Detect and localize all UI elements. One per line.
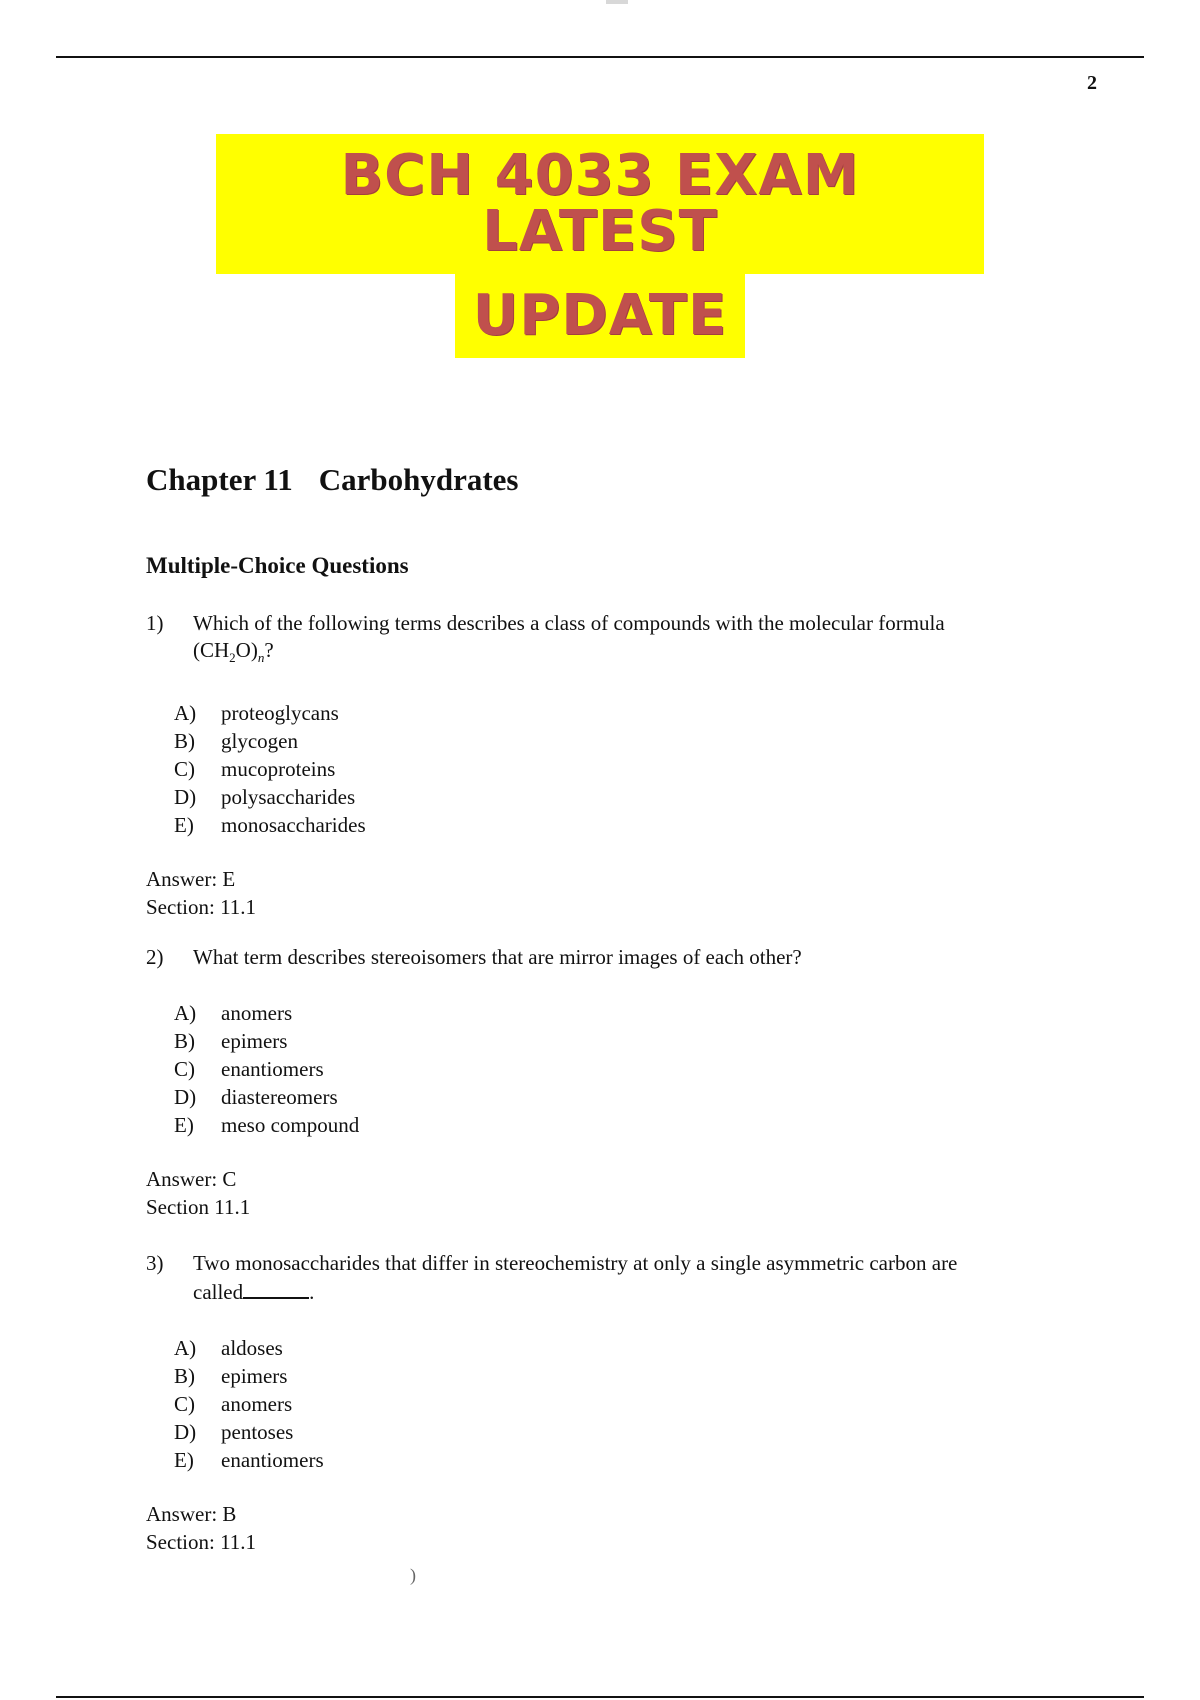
section-ref: Section 11.1 (146, 1195, 251, 1219)
choice-e: E) meso compound (174, 1113, 360, 1137)
answer: Answer: E (146, 867, 236, 892)
choice-b: B) epimers (174, 1364, 288, 1388)
chapter-name: Carbohydrates (318, 462, 519, 497)
choice-b: B) glycogen (174, 729, 298, 754)
top-edge-mark (606, 0, 628, 4)
choice-c: C) anomers (174, 1392, 293, 1416)
question-text (193, 610, 1086, 671)
choice-list (172, 1334, 1086, 1474)
chapter-heading (146, 462, 518, 498)
choice-list (172, 699, 1086, 839)
answer-block (146, 865, 1086, 921)
question-number: 1) (146, 611, 164, 635)
question-2 (146, 944, 1086, 1221)
top-rule (56, 56, 1144, 58)
choice-b: B) epimers (174, 1029, 288, 1053)
document-title (0, 134, 1200, 358)
choice-e: E) enantiomers (174, 1448, 324, 1472)
question-text: What term describes stereoisomers that are mirror images of each other? (193, 945, 802, 969)
choice-c: C) mucoproteins (174, 757, 336, 782)
choice-list (172, 999, 1086, 1139)
bottom-rule (56, 1696, 1144, 1698)
question-text: Two monosaccharides that differ in stereochemistry at only a single asymmetric carbon are called . (193, 1251, 958, 1304)
choice-c: C) enantiomers (174, 1057, 324, 1081)
choice-d: D) diastereomers (174, 1085, 338, 1109)
answer: Answer: B (146, 1502, 237, 1526)
question-number: 3) (146, 1251, 164, 1275)
answer-block (146, 1500, 1086, 1556)
stray-mark: ) (410, 1565, 416, 1585)
question-1 (146, 610, 1086, 921)
question-3 (146, 1250, 1086, 1556)
answer-block (146, 1165, 1086, 1221)
page-number: 2 (1087, 72, 1097, 94)
chapter-number: Chapter 11 (146, 462, 293, 497)
section-heading: Multiple-Choice Questions (146, 553, 409, 578)
fill-in-blank (243, 1277, 309, 1299)
choice-d: D) pentoses (174, 1420, 294, 1444)
choice-a: A) aldoses (174, 1336, 283, 1360)
question-text-main: Which of the following terms describes a class of compounds with the molecular formula (193, 611, 945, 635)
section-ref: Section: 11.1 (146, 895, 257, 920)
section-ref: Section: 11.1 (146, 1530, 257, 1554)
choice-a: A) anomers (174, 1001, 293, 1025)
choice-e: E) monosaccharides (174, 813, 366, 838)
molecular-formula: $(CH_2O)_n$? (193, 638, 274, 666)
question-number: 2) (146, 945, 164, 969)
choice-d: D) polysaccharides (174, 785, 356, 810)
answer: Answer: C (146, 1167, 237, 1191)
title-line-1: BCH 4033 EXAM LATEST (216, 134, 984, 274)
title-line-2: UPDATE (455, 274, 745, 358)
choice-a: A) proteoglycans (174, 701, 339, 726)
